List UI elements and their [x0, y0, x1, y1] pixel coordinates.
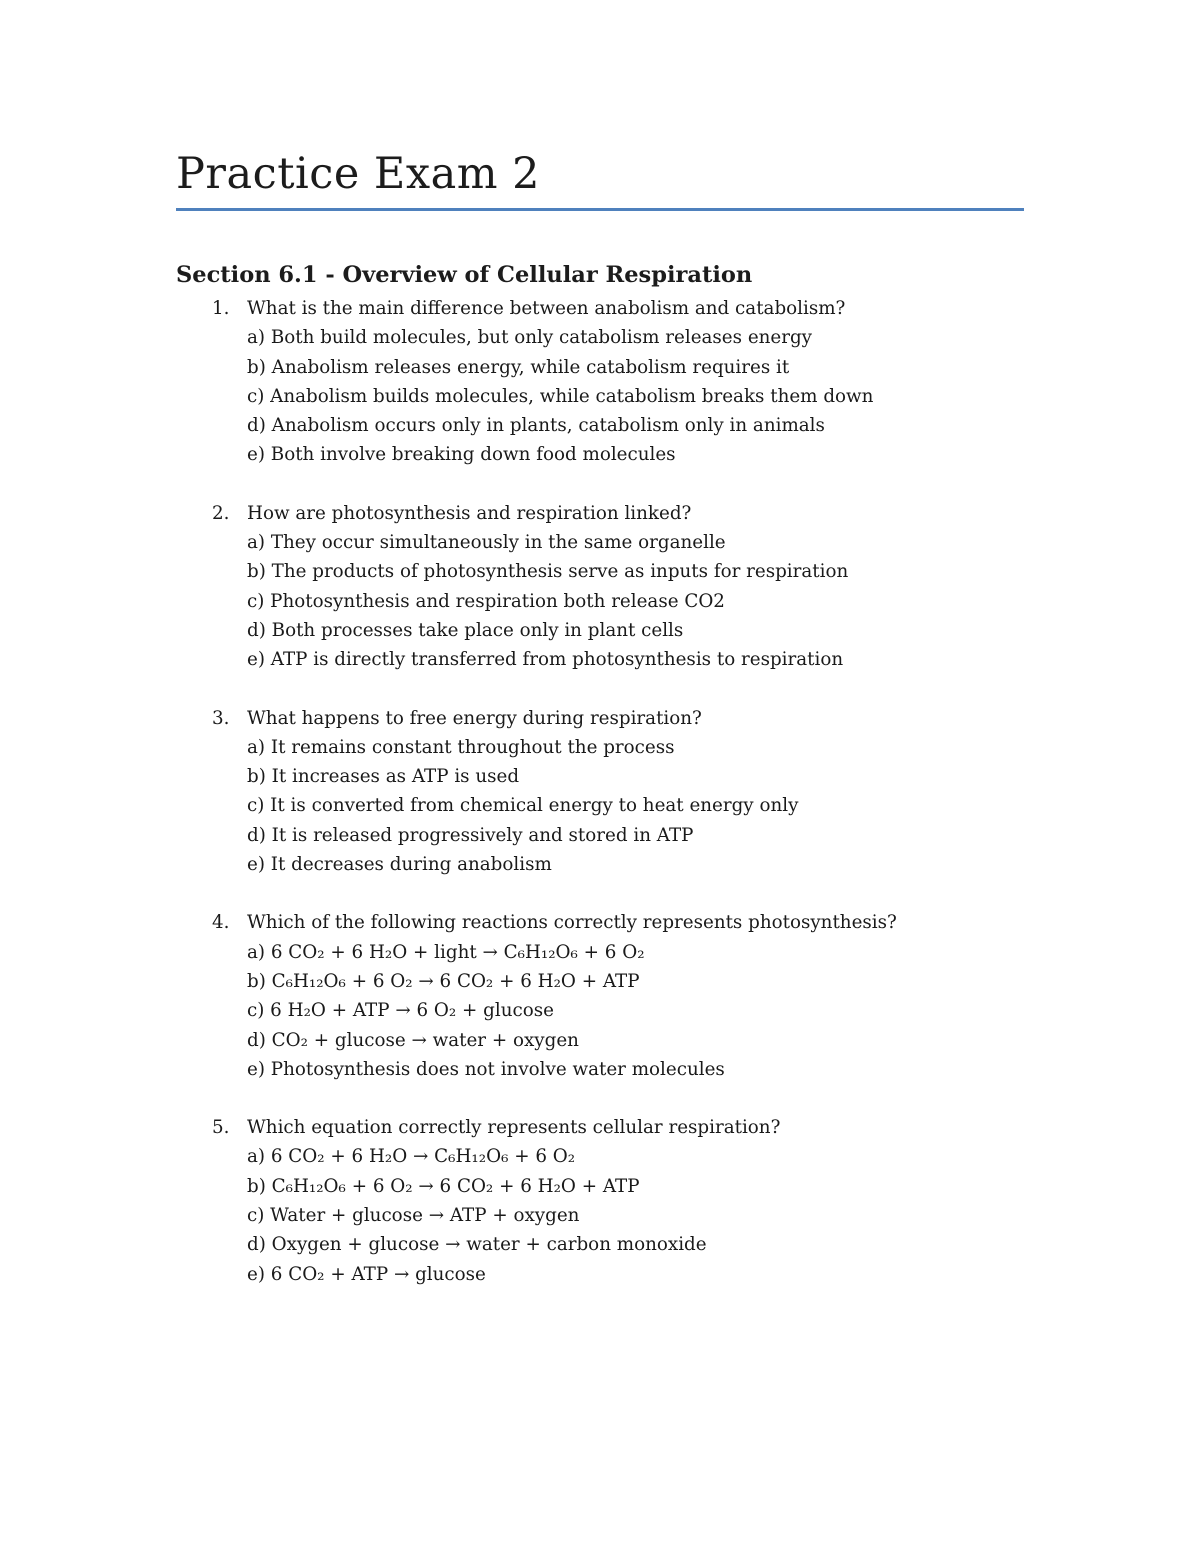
answer-option-a: a) 6 CO₂ + 6 H₂O + light → C₆H₁₂O₆ + 6 O₂	[247, 941, 645, 963]
question-number: 3.	[212, 707, 230, 729]
answer-option-d: d) Both processes take place only in plant cells	[247, 619, 684, 641]
answer-option-e: e) Both involve breaking down food molecules	[247, 444, 676, 466]
answer-option-c: c) Anabolism builds molecules, while catabolism breaks them down	[247, 385, 874, 407]
answer-option-c: c) Water + glucose → ATP + oxygen	[247, 1205, 580, 1227]
answer-option-a: a) They occur simultaneously in the same organelle	[247, 532, 726, 554]
question-stem	[176, 1113, 1024, 1142]
answer-option-a: a) It remains constant throughout the process	[247, 736, 675, 758]
question-stem	[176, 294, 1024, 323]
page-title: Practice Exam 2	[176, 149, 541, 199]
question-text: What is the main difference between anabolism and catabolism?	[247, 298, 846, 319]
question-3	[176, 704, 1024, 880]
answer-option-e: e) It decreases during anabolism	[247, 854, 552, 876]
answer-option-e: e) 6 CO₂ + ATP → glucose	[247, 1263, 486, 1285]
question-text: How are photosynthesis and respiration linked?	[247, 502, 692, 524]
answer-option-c: c) 6 H₂O + ATP → 6 O₂ + glucose	[247, 1000, 554, 1022]
question-text: Which equation correctly represents cellular respiration?	[247, 1117, 781, 1139]
question-1	[176, 294, 1024, 470]
answer-option-b: b) Anabolism releases energy, while catabolism requires it	[247, 356, 790, 378]
question-4	[176, 908, 1024, 1084]
question-number: 4.	[212, 912, 230, 934]
answer-option-d: d) Oxygen + glucose → water + carbon monoxide	[247, 1234, 707, 1256]
question-stem	[176, 908, 1024, 937]
section-heading: Section 6.1 - Overview of Cellular Respiration	[176, 262, 753, 288]
question-number: 2.	[212, 502, 230, 524]
answer-option-c: c) Photosynthesis and respiration both release CO2	[247, 590, 725, 612]
question-2	[176, 499, 1024, 675]
question-stem	[176, 499, 1024, 528]
question-stem	[176, 704, 1024, 733]
question-5	[176, 1113, 1024, 1289]
title-underline	[176, 208, 1024, 211]
answer-option-b: b) C₆H₁₂O₆ + 6 O₂ → 6 CO₂ + 6 H₂O + ATP	[247, 1175, 640, 1197]
answer-option-b: b) The products of photosynthesis serve as inputs for respiration	[247, 561, 849, 583]
answer-option-e: e) Photosynthesis does not involve water molecules	[247, 1058, 725, 1080]
answer-option-b: b) C₆H₁₂O₆ + 6 O₂ → 6 CO₂ + 6 H₂O + ATP	[247, 970, 640, 992]
answer-option-a: a) Both build molecules, but only catabolism releases energy	[247, 327, 812, 349]
answer-option-d: d) CO₂ + glucose → water + oxygen	[247, 1029, 579, 1051]
answer-option-b: b) It increases as ATP is used	[247, 766, 520, 788]
answer-option-c: c) It is converted from chemical energy to heat energy only	[247, 795, 799, 817]
answer-option-e: e) ATP is directly transferred from photosynthesis to respiration	[247, 649, 844, 671]
question-text: What happens to free energy during respiration?	[247, 707, 702, 729]
answer-option-d: d) It is released progressively and stored in ATP	[247, 824, 694, 846]
question-list	[176, 294, 1024, 1318]
question-number: 1.	[212, 298, 230, 319]
question-text: Which of the following reactions correctly represents photosynthesis?	[247, 912, 897, 934]
question-number: 5.	[212, 1117, 230, 1139]
answer-option-d: d) Anabolism occurs only in plants, catabolism only in animals	[247, 415, 825, 437]
answer-option-a: a) 6 CO₂ + 6 H₂O → C₆H₁₂O₆ + 6 O₂	[247, 1146, 576, 1168]
